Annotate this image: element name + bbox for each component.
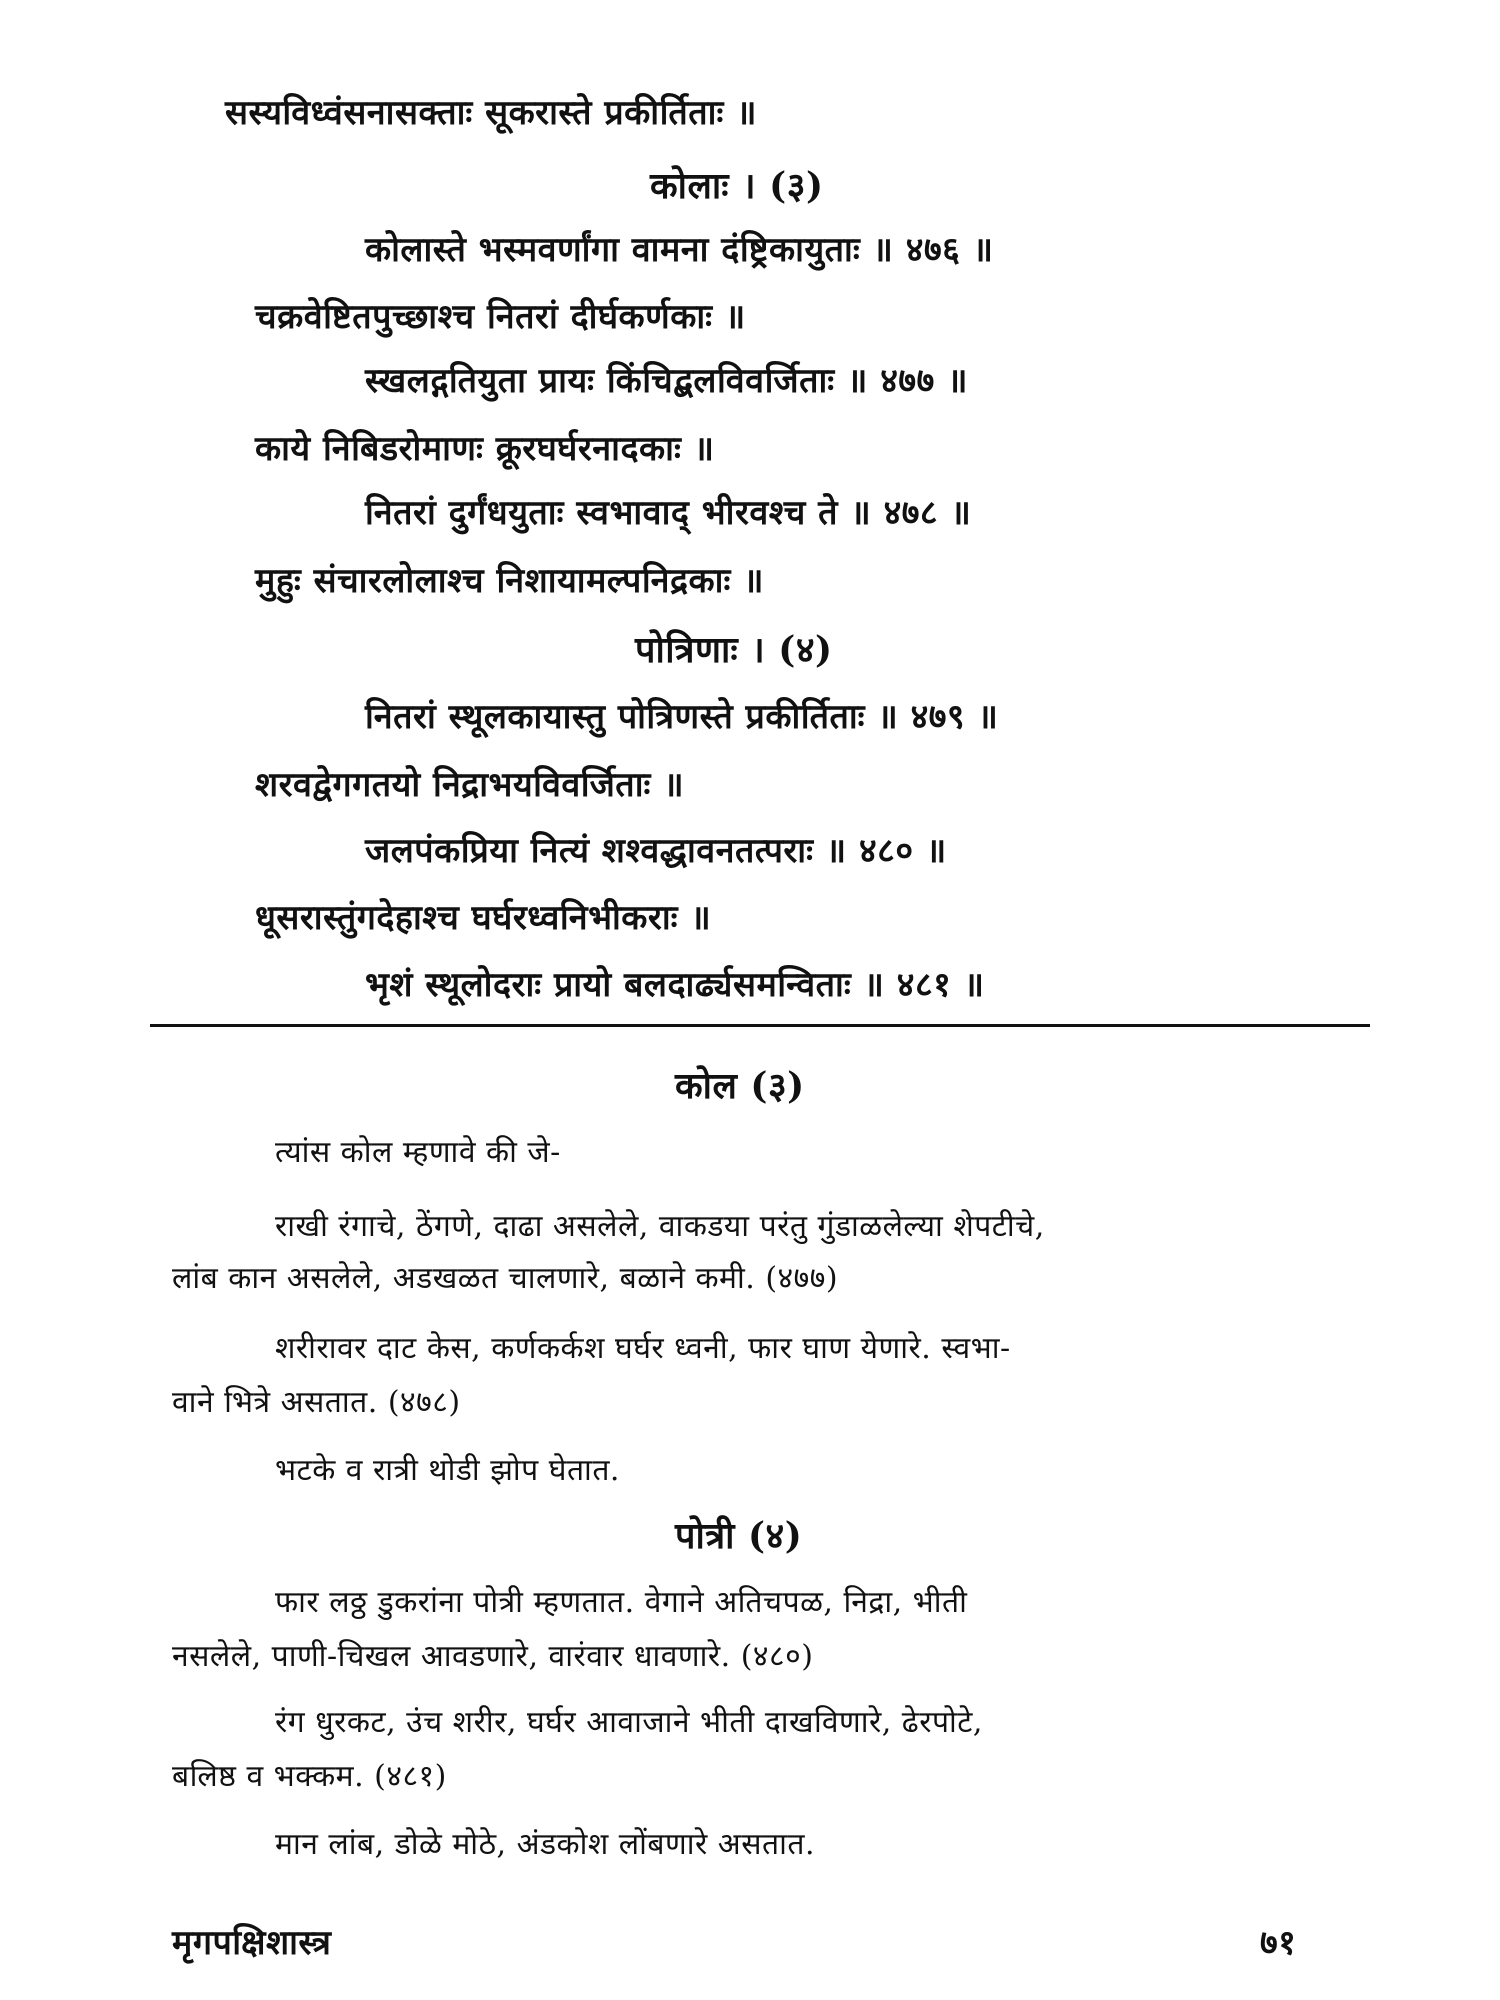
verse-line: मुहुः संचारलोलाश्च निशायामल्पनिद्रकाः ॥ xyxy=(255,561,765,601)
verse-line: कोलास्ते भस्मवर्णांगा वामना दंष्ट्रिकायुताः ॥ ४७६ ॥ xyxy=(365,230,994,270)
commentary-line: बलिष्ठ व भक्कम. (४८१) xyxy=(172,1759,447,1794)
commentary-line: वाने भित्रे असतात. (४७८) xyxy=(172,1385,461,1420)
commentary-line: फार लठ्ठ डुकरांना पोत्री म्हणतात. वेगाने अतिचपळ, निद्रा, भीती xyxy=(275,1585,968,1620)
verse-line: स्खलद्गतियुता प्रायः किंचिद्बलविवर्जिताः ॥ ४७७ ॥ xyxy=(365,361,968,401)
commentary-line: रंग धुरकट, उंच शरीर, घर्घर आवाजाने भीती दाखविणारे, ढेरपोटे, xyxy=(275,1705,983,1740)
commentary-line: त्यांस कोल म्हणावे की जे- xyxy=(275,1135,561,1170)
page-number: ७१ xyxy=(1260,1923,1297,1963)
commentary-line: राखी रंगाचे, ठेंगणे, दाढा असलेले, वाकडया परंतु गुंडाळलेल्या शेपटीचे, xyxy=(275,1209,1045,1244)
verse-line: नितरां स्थूलकायास्तु पोत्रिणस्ते प्रकीर्तिताः ॥ ४७९ ॥ xyxy=(365,697,999,737)
verse-line: धूसरास्तुंगदेहाश्च घर्घरध्वनिभीकराः ॥ xyxy=(255,898,712,938)
commentary-line: नसलेले, पाणी-चिखल आवडणारे, वारंवार धावणारे. (४८०) xyxy=(172,1639,814,1674)
section-divider xyxy=(150,1024,1370,1027)
section-heading: पोत्रिणाः । (४) xyxy=(635,629,833,671)
book-title: मृगपक्षिशास्त्र xyxy=(172,1923,332,1963)
section-heading: पोत्री (४) xyxy=(675,1515,803,1557)
verse-line: चक्रवेष्टितपुच्छाश्च नितरां दीर्घकर्णकाः ॥ xyxy=(255,297,746,337)
section-heading: कोल (३) xyxy=(675,1065,805,1107)
commentary-line: भटके व रात्री थोडी झोप घेतात. xyxy=(275,1453,620,1488)
verse-line: काये निबिडरोमाणः क्रूरघर्घरनादकाः ॥ xyxy=(255,429,715,469)
commentary-line: मान लांब, डोळे मोठे, अंडकोश लोंबणारे असतात. xyxy=(275,1827,816,1862)
verse-line: सस्यविध्वंसनासक्ताः सूकरास्ते प्रकीर्तिताः ॥ xyxy=(225,93,758,133)
verse-line: जलपंकप्रिया नित्यं शश्वद्धावनतत्पराः ॥ ४८० ॥ xyxy=(365,831,947,871)
commentary-line: लांब कान असलेले, अडखळत चालणारे, बळाने कमी. (४७७) xyxy=(172,1261,839,1296)
section-heading: कोलाः । (३) xyxy=(650,165,824,207)
verse-line: नितरां दुर्गंधयुताः स्वभावाद् भीरवश्च ते ॥ ४७८ ॥ xyxy=(365,493,972,533)
verse-line: भृशं स्थूलोदराः प्रायो बलदार्ढ्यसमन्विताः ॥ ४८१ ॥ xyxy=(365,965,985,1005)
verse-line: शरवद्वेगगतयो निद्राभयविवर्जिताः ॥ xyxy=(255,765,685,805)
commentary-line: शरीरावर दाट केस, कर्णकर्कश घर्घर ध्वनी, फार घाण येणारे. स्वभा- xyxy=(275,1331,1011,1366)
